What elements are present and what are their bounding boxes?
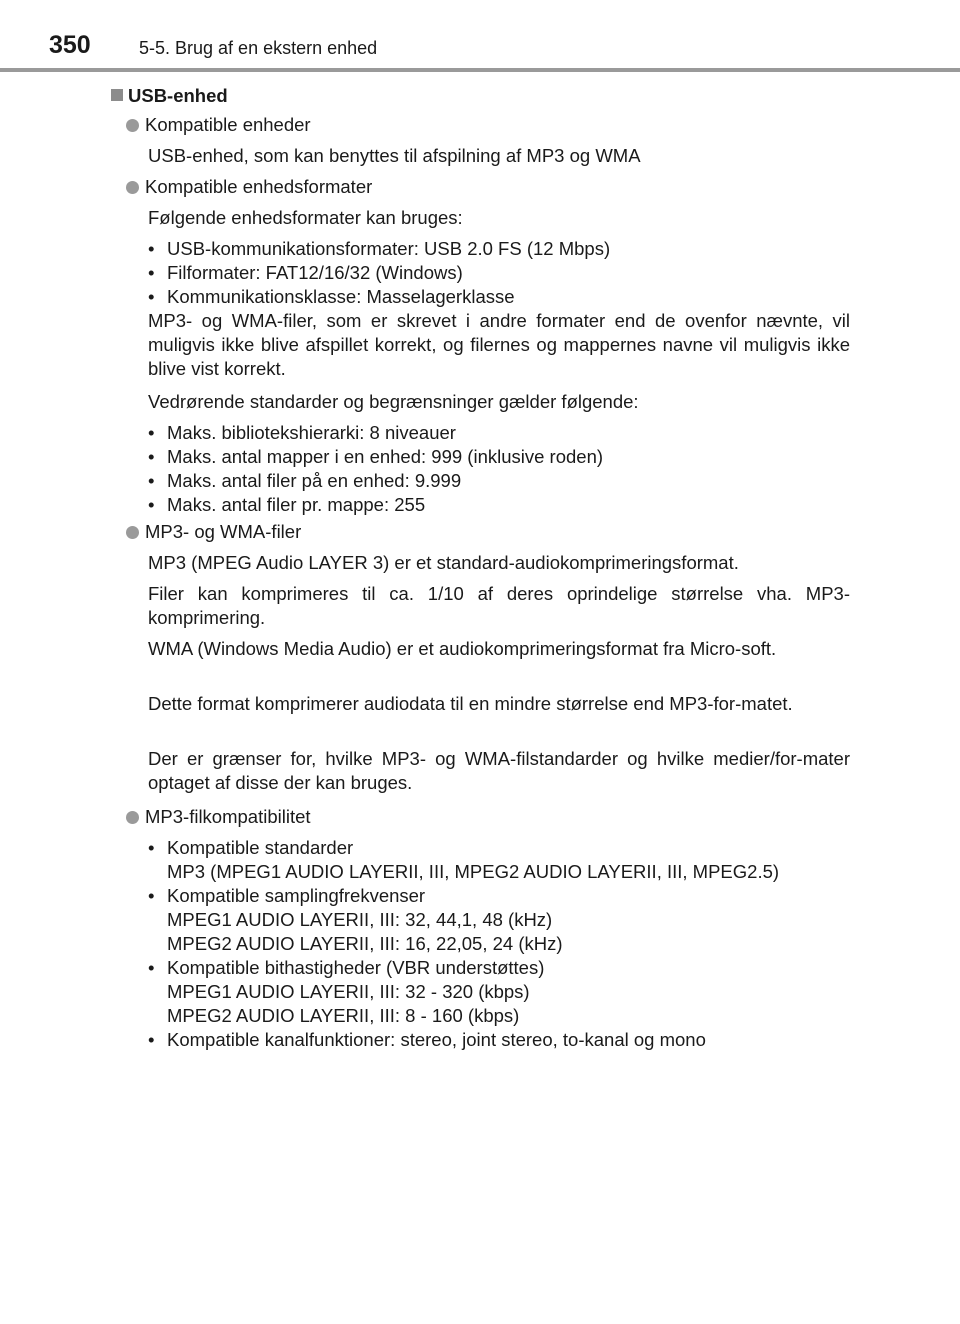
bullet-dot-icon: •: [148, 470, 155, 491]
compatible-devices-text: USB-enhed, som kan benyttes til afspilning af MP3 og WMA: [148, 145, 641, 166]
bullet-dot-icon: •: [148, 1029, 155, 1050]
header-rule: [0, 68, 960, 72]
bullet-dot-icon: •: [148, 286, 155, 307]
limits-intro: Vedrørende standarder og begrænsninger gælder følgende:: [148, 391, 639, 412]
list-item-label: Kompatible samplingfrekvenser: [167, 885, 426, 906]
compatible-formats-intro: Følgende enhedsformater kan bruges:: [148, 207, 463, 228]
circle-bullet-icon: [126, 811, 139, 824]
mp3-compat-heading: [126, 805, 311, 829]
mp3-wma-paragraph: Der er grænser for, hvilke MP3- og WMA-filstandarder og hvilke medier/for-mater optaget af disse der kan bruges.: [148, 748, 850, 793]
list-item-text: Filformater: FAT12/16/32 (Windows): [167, 262, 463, 283]
list-item: [148, 469, 850, 493]
formats-note: MP3- og WMA-filer, som er skrevet i andre formater end de ovenfor nævnte, vil muligvis ikke blive afspillet korrekt, og filernes og mappernes navne vil muligvis ikke blive vist korrekt.: [148, 310, 850, 379]
list-item: [148, 836, 850, 884]
bullet-dot-icon: •: [148, 494, 155, 515]
mp3-wma-heading: [126, 520, 301, 544]
list-item: [148, 884, 850, 956]
mp3-wma-paragraph: MP3 (MPEG Audio LAYER 3) er et standard-audiokomprimeringsformat.: [148, 552, 739, 573]
list-item-label: Kompatible kanalfunktioner: stereo, joint stereo, to-kanal og mono: [167, 1029, 706, 1050]
list-item: [148, 237, 850, 261]
list-item: [148, 261, 850, 285]
list-item-text: Kommunikationsklasse: Masselagerklasse: [167, 286, 515, 307]
compatible-devices-title: Kompatible enheder: [145, 114, 311, 135]
square-bullet-icon: [111, 89, 123, 101]
list-item-detail: MPEG2 AUDIO LAYERII, III: 16, 22,05, 24 (kHz): [167, 933, 563, 954]
compatible-devices-heading: [126, 113, 311, 137]
bullet-dot-icon: •: [148, 837, 155, 858]
bullet-dot-icon: •: [148, 422, 155, 443]
list-item: [148, 285, 850, 309]
circle-bullet-icon: [126, 119, 139, 132]
bullet-dot-icon: •: [148, 238, 155, 259]
compatible-formats-heading: [126, 175, 372, 199]
list-item-text: Maks. bibliotekshierarki: 8 niveauer: [167, 422, 456, 443]
list-item-label: Kompatible bithastigheder (VBR understøttes): [167, 957, 545, 978]
bullet-dot-icon: •: [148, 262, 155, 283]
circle-bullet-icon: [126, 526, 139, 539]
circle-bullet-icon: [126, 181, 139, 194]
list-item: [148, 421, 850, 445]
list-item-text: Maks. antal mapper i en enhed: 999 (inklusive roden): [167, 446, 604, 467]
section-title: 5-5. Brug af en ekstern enhed: [139, 38, 378, 58]
mp3-wma-paragraph: Filer kan komprimeres til ca. 1/10 af deres oprindelige størrelse vha. MP3-komprimering.: [148, 583, 850, 628]
list-item-detail: MPEG1 AUDIO LAYERII, III: 32, 44,1, 48 (kHz): [167, 909, 553, 930]
mp3-wma-title: MP3- og WMA-filer: [145, 521, 302, 542]
usb-heading-text: USB-enhed: [128, 85, 228, 106]
list-item-text: Maks. antal filer på en enhed: 9.999: [167, 470, 462, 491]
list-item-detail: MPEG2 AUDIO LAYERII, III: 8 - 160 (kbps): [167, 1005, 520, 1026]
list-item: [148, 1028, 850, 1052]
list-item-label: Kompatible standarder: [167, 837, 354, 858]
usb-heading: [111, 84, 228, 108]
compatible-formats-title: Kompatible enhedsformater: [145, 176, 373, 197]
list-item: [148, 445, 850, 469]
bullet-dot-icon: •: [148, 885, 155, 906]
list-item-detail: MPEG1 AUDIO LAYERII, III: 32 - 320 (kbps): [167, 981, 530, 1002]
list-item-text: USB-kommunikationsformater: USB 2.0 FS (12 Mbps): [167, 238, 611, 259]
list-item-detail: MP3 (MPEG1 AUDIO LAYERII, III, MPEG2 AUDIO LAYERII, III, MPEG2.5): [167, 861, 780, 882]
list-item: [148, 493, 850, 517]
page-number: 350: [49, 31, 91, 59]
mp3-wma-paragraph: Dette format komprimerer audiodata til en mindre størrelse end MP3-for-matet.: [148, 693, 793, 714]
page-header: [0, 0, 960, 72]
mp3-compat-title: MP3-filkompatibilitet: [145, 806, 311, 827]
bullet-dot-icon: •: [148, 446, 155, 467]
bullet-dot-icon: •: [148, 957, 155, 978]
list-item: [148, 956, 850, 1028]
mp3-wma-paragraph: WMA (Windows Media Audio) er et audiokomprimeringsformat fra Micro-soft.: [148, 638, 777, 659]
list-item-text: Maks. antal filer pr. mappe: 255: [167, 494, 426, 515]
